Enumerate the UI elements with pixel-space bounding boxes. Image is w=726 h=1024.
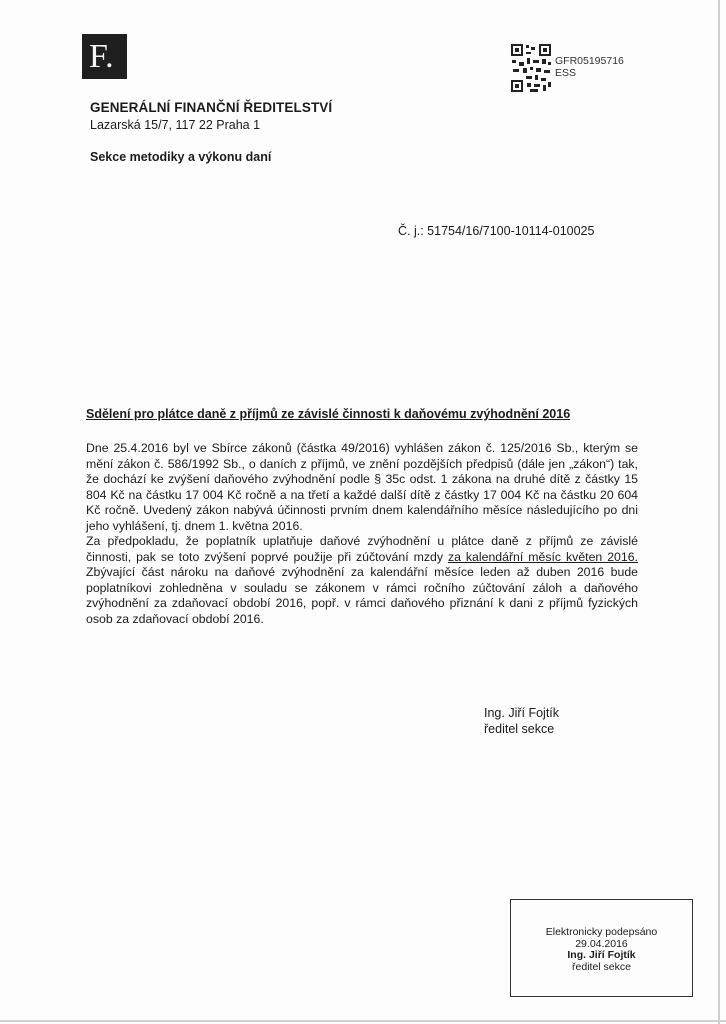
reference-number: Č. j.: 51754/16/7100-10114-010025: [398, 224, 595, 238]
body-paragraph-2: [86, 534, 638, 627]
document-subject: Sdělení pro plátce daně z příjmů ze závislé činnosti k daňovému zvýhodnění 2016: [86, 407, 571, 421]
scan-edge-bottom: [0, 1020, 726, 1022]
para2-underlined: za kalendářní měsíc květen 2016.: [447, 549, 638, 564]
e-signature-date: 29.04.2016: [575, 937, 628, 950]
e-signature-name: Ing. Jiří Fojtík: [567, 949, 636, 961]
organization-address: Lazarská 15/7, 117 22 Praha 1: [90, 118, 261, 132]
document-body: [86, 441, 638, 627]
signer-name: Ing. Jiří Fojtík: [484, 706, 560, 720]
logo-letter: F.: [89, 38, 114, 75]
qr-suffix: ESS: [555, 67, 577, 79]
signer-title: ředitel sekce: [484, 722, 555, 736]
qr-label: [555, 55, 624, 79]
signature-block: [484, 705, 559, 737]
e-signature-title: ředitel sekce: [572, 960, 631, 973]
scan-edge-right: [718, 0, 720, 1024]
qr-code-icon: [510, 43, 552, 93]
para2-start: Za předpokladu, že poplatník uplatňuje daňové zvýhodnění u plátce daně z příjmů ze závislé činnosti, pak se toto zvýšení poprvé použije při zúčtování mzdy: [86, 534, 638, 564]
organization-name: GENERÁLNÍ FINANČNÍ ŘEDITELSTVÍ: [90, 100, 333, 115]
gfr-logo: [82, 34, 127, 79]
e-signature-label: Elektronicky podepsáno: [545, 926, 658, 938]
body-paragraph-1: Dne 25.4.2016 byl ve Sbírce zákonů (částka 49/2016) vyhlášen zákon č. 125/2016 Sb., kterým se mění zákon č. 586/1992 Sb., o daních z příjmů, ve znění pozdějších předpisů (dále jen „zákon“) tak, že dochází ke zvýšení daňového zvýhodnění podle § 35c odst. 1 zákona na druhé dítě z částky 15 804 Kč na částku 17 004 Kč ročně a na třetí a každé další dítě z částky 17 004 Kč na částku 20 604 Kč ročně. Uvedený zákon nabývá účinnosti prvním dnem kalendářního měsíce následujícího po dni jeho vyhlášení, tj. dnem 1. května 2016.: [86, 441, 638, 533]
qr-code-number: GFR05195716: [555, 55, 624, 67]
para2-end: Zbývající část nároku na daňové zvýhodnění za kalendářní měsíce leden až duben 2016 bude poplatníkovi zohledněna v souladu se zákonem v rámci ročního zúčtování záloh a daňového zvýhodnění za zdaňovací období 2016, popř. v rámci daňového přiznání k dani z příjmů fyzických osob za zdaňovací období 2016.: [86, 565, 638, 626]
section-name: Sekce metodiky a výkonu daní: [90, 150, 272, 164]
electronic-signature-box: [510, 899, 693, 997]
